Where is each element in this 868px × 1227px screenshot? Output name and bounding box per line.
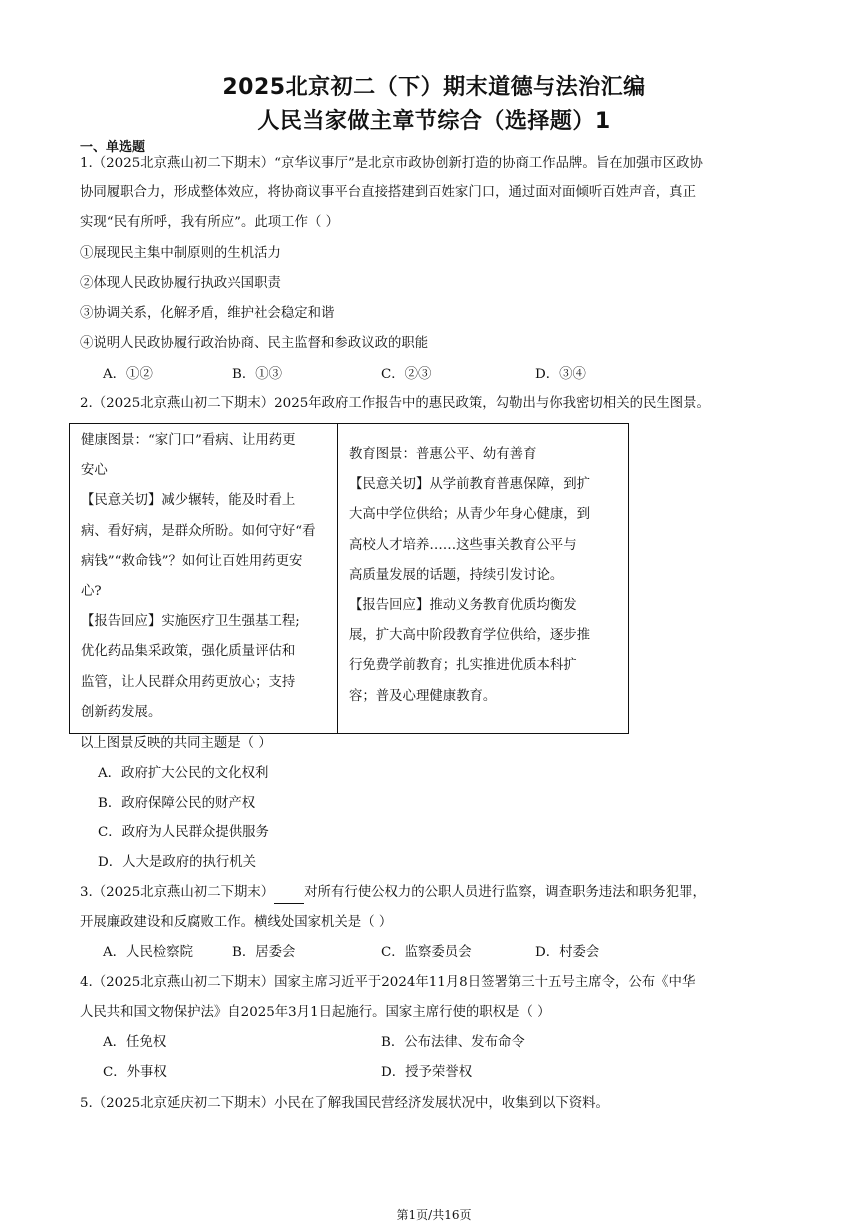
- q1-item-2: ②体现人民政协履行执政兴国职责: [80, 276, 281, 291]
- q3-option-b: B．居委会: [232, 945, 296, 960]
- education-line: 行免费学前教育；扎实推进优质本科扩: [349, 658, 577, 674]
- doc-title-line2: 人民当家做主章节综合（选择题）1: [257, 109, 611, 134]
- q1-option-a: A．①②: [103, 367, 153, 382]
- q4-option-a: A．任免权: [103, 1035, 167, 1050]
- q2-option-d: D．人大是政府的执行机关: [98, 855, 257, 870]
- section-heading: 一、单选题: [80, 140, 146, 155]
- q3-prefix: 3.（2025北京燕山初二下期末）: [80, 885, 275, 900]
- health-line: 优化药品集采政策，强化质量评估和: [81, 644, 296, 660]
- q2-policy-table: [69, 423, 629, 734]
- q4-stem-line2: 人民共和国文物保护法》自2025年3月1日起施行。国家主席行使的职权是（ ）: [80, 1005, 551, 1020]
- education-line: 容；普及心理健康教育。: [349, 688, 497, 704]
- education-line: 教育图景：普惠公平、幼有善育: [349, 447, 537, 462]
- education-line: 【民意关切】从学前教育普惠保障，到扩: [349, 477, 591, 493]
- health-line: 心?: [81, 584, 102, 600]
- education-line: 【报告回应】推动义务教育优质均衡发: [349, 598, 577, 614]
- q2-option-c: C．政府为人民群众提供服务: [98, 825, 269, 840]
- health-line: 安心: [81, 463, 108, 479]
- q3-suffix: 对所有行使公权力的公职人员进行监察，调查职务违法和职务犯罪，: [304, 885, 706, 900]
- health-line: 【民意关切】减少辗转，能及时看上: [81, 493, 296, 509]
- q3-stem-line1: [80, 883, 792, 904]
- health-line: 【报告回应】实施医疗卫生强基工程;: [81, 614, 300, 630]
- health-line: 监管，让人民群众用药更放心；支持: [81, 674, 296, 690]
- q1-item-1: ①展现民主集中制原则的生机活力: [80, 246, 281, 261]
- q2-option-b: B．政府保障公民的财产权: [98, 796, 256, 811]
- education-line: 大高中学位供给；从青少年身心健康，到: [349, 507, 591, 523]
- q3-option-a: A．人民检察院: [103, 945, 194, 960]
- table-cell-health: [81, 426, 331, 728]
- health-line: 病钱”“救命钱”？如何让百姓用药更安: [81, 553, 303, 569]
- q5-stem-line1: 5.（2025北京延庆初二下期末）小民在了解我国民营经济发展状况中，收集到以下资料。: [80, 1096, 609, 1111]
- q3-stem-line2: 开展廉政建设和反腐败工作。横线处国家机关是（ ）: [80, 915, 393, 930]
- health-line: 健康图景：“家门口”看病、让用药更: [81, 433, 296, 448]
- q1-item-3: ③协调关系，化解矛盾，维护社会稳定和谐: [80, 306, 335, 321]
- table-divider: [337, 424, 338, 733]
- q3-blank: [274, 883, 304, 904]
- doc-title-line1: 2025北京初二（下）期末道德与法治汇编: [222, 75, 646, 100]
- q4-option-b: B．公布法律、发布命令: [381, 1035, 525, 1050]
- q1-stem-line3: 实现“民有所呼，我有所应”。此项工作（ ）: [80, 215, 339, 230]
- q1-option-d: D．③④: [535, 367, 586, 382]
- health-line: 病、看好病，是群众所盼。如何守好“看: [81, 523, 316, 539]
- education-line: 展，扩大高中阶段教育学位供给，逐步推: [349, 628, 591, 644]
- education-line: 高质量发展的话题，持续引发讨论。: [349, 567, 564, 583]
- health-line: 创新药发展。: [81, 704, 162, 720]
- q3-option-c: C．监察委员会: [381, 945, 472, 960]
- education-line: 高校人才培养……这些事关教育公平与: [349, 537, 577, 553]
- q2-question: 以上图景反映的共同主题是（ ）: [80, 736, 272, 751]
- q1-option-b: B．①③: [232, 367, 283, 382]
- q1-stem-line2: 协同履职合力，形成整体效应，将协商议事平台直接搭建到百姓家门口，通过面对面倾听百姓声音，真正: [80, 185, 696, 200]
- q1-option-c: C．②③: [381, 367, 432, 382]
- page-number-footer: 第1页/共16页: [396, 1208, 472, 1222]
- q3-option-d: D．村委会: [535, 945, 600, 960]
- q2-option-a: A．政府扩大公民的文化权利: [98, 766, 269, 781]
- q4-stem-line1: 4.（2025北京燕山初二下期末）国家主席习近平于2024年11月8日签署第三十五号主席令，公布《中华: [80, 975, 696, 990]
- q4-option-d: D．授予荣誉权: [381, 1065, 473, 1080]
- table-cell-education: [349, 440, 621, 712]
- q4-option-c: C．外事权: [103, 1065, 167, 1080]
- q1-item-4: ④说明人民政协履行政治协商、民主监督和参政议政的职能: [80, 336, 429, 351]
- q2-stem: 2.（2025北京燕山初二下期末）2025年政府工作报告中的惠民政策，勾勒出与你我密切相关的民生图景。: [80, 396, 710, 411]
- q1-stem-line1: 1.（2025北京燕山初二下期末）“京华议事厅”是北京市政协创新打造的协商工作品牌。旨在加强市区政协: [80, 156, 703, 171]
